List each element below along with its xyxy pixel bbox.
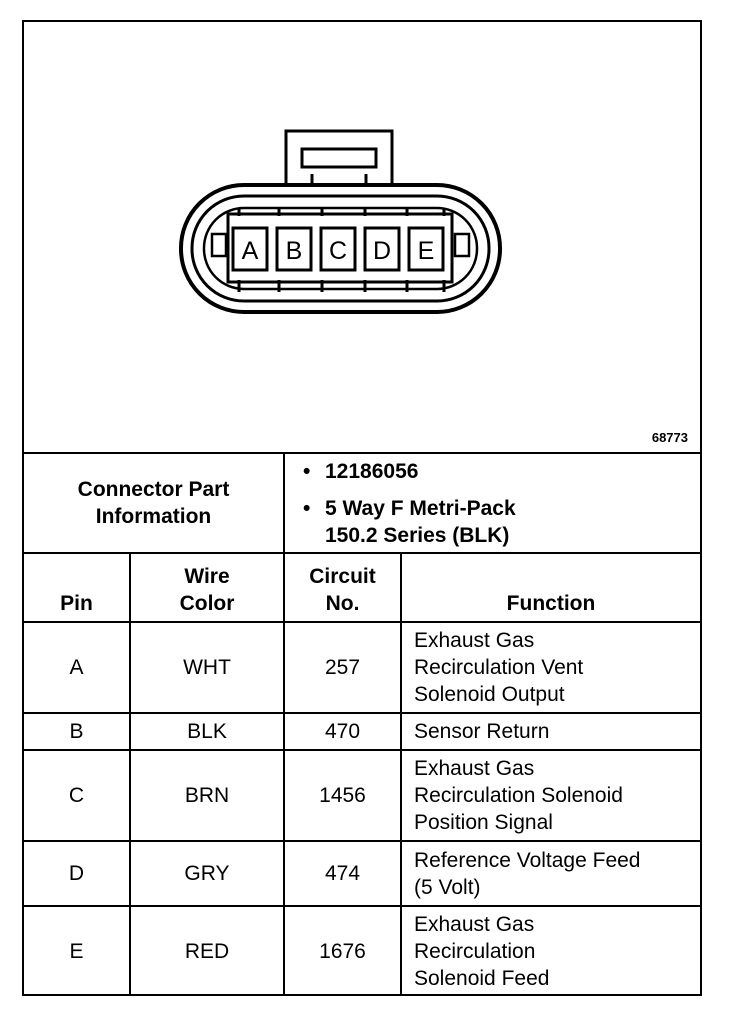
pin-label-b: B	[285, 237, 303, 265]
pin-cell: A	[24, 622, 130, 713]
table-row	[24, 750, 700, 841]
connector-diagram	[24, 22, 700, 454]
pin-label-c: C	[328, 237, 348, 265]
function-cell: Exhaust Gas Recirculation Solenoid Position Signal	[401, 750, 700, 841]
wire-color-cell: RED	[130, 906, 284, 996]
header-circuit-no: Circuit No.	[284, 553, 401, 622]
function-cell: Sensor Return	[401, 713, 700, 750]
part-number: 12186056	[325, 459, 419, 483]
pin-cell: E	[24, 906, 130, 996]
pin-label-a: A	[241, 237, 259, 265]
circuit-cell: 474	[284, 841, 401, 906]
part-info-label-line2: Information	[95, 505, 212, 528]
part-info-details	[284, 454, 700, 553]
pin-label-e: E	[417, 237, 435, 265]
header-wire-color: Wire Color	[130, 553, 284, 622]
figure-id: 68773	[651, 430, 688, 445]
connector-face-drawing	[24, 22, 700, 452]
function-cell: Exhaust Gas Recirculation Vent Solenoid Output	[401, 622, 700, 713]
pin-cell: C	[24, 750, 130, 841]
header-function: Function	[401, 553, 700, 622]
table-row	[24, 841, 700, 906]
part-desc-line2: 150.2 Series (BLK)	[325, 523, 510, 547]
bullet-icon: •	[303, 496, 311, 520]
wire-color-cell: GRY	[130, 841, 284, 906]
part-info-row	[24, 454, 700, 553]
function-cell: Reference Voltage Feed (5 Volt)	[401, 841, 700, 906]
locking-tab-window	[302, 149, 376, 167]
connector-table	[24, 454, 700, 996]
circuit-cell: 257	[284, 622, 401, 713]
part-desc-line1: 5 Way F Metri-Pack	[325, 496, 516, 520]
pin-label-d: D	[372, 237, 392, 265]
bullet-icon: •	[303, 459, 311, 483]
table-row	[24, 906, 700, 996]
circuit-cell: 1456	[284, 750, 401, 841]
circuit-cell: 1676	[284, 906, 401, 996]
header-pin: Pin	[24, 553, 130, 622]
circuit-cell: 470	[284, 713, 401, 750]
connector-sheet	[22, 20, 702, 996]
pin-cell: B	[24, 713, 130, 750]
pin-cell: D	[24, 841, 130, 906]
wire-color-cell: BLK	[130, 713, 284, 750]
table-header-row	[24, 553, 700, 622]
table-row	[24, 622, 700, 713]
table-row	[24, 713, 700, 750]
wire-color-cell: WHT	[130, 622, 284, 713]
part-info-label-line1: Connector Part	[77, 478, 230, 501]
part-info-label	[24, 454, 284, 553]
wire-color-cell: BRN	[130, 750, 284, 841]
function-cell: Exhaust Gas Recirculation Solenoid Feed	[401, 906, 700, 996]
